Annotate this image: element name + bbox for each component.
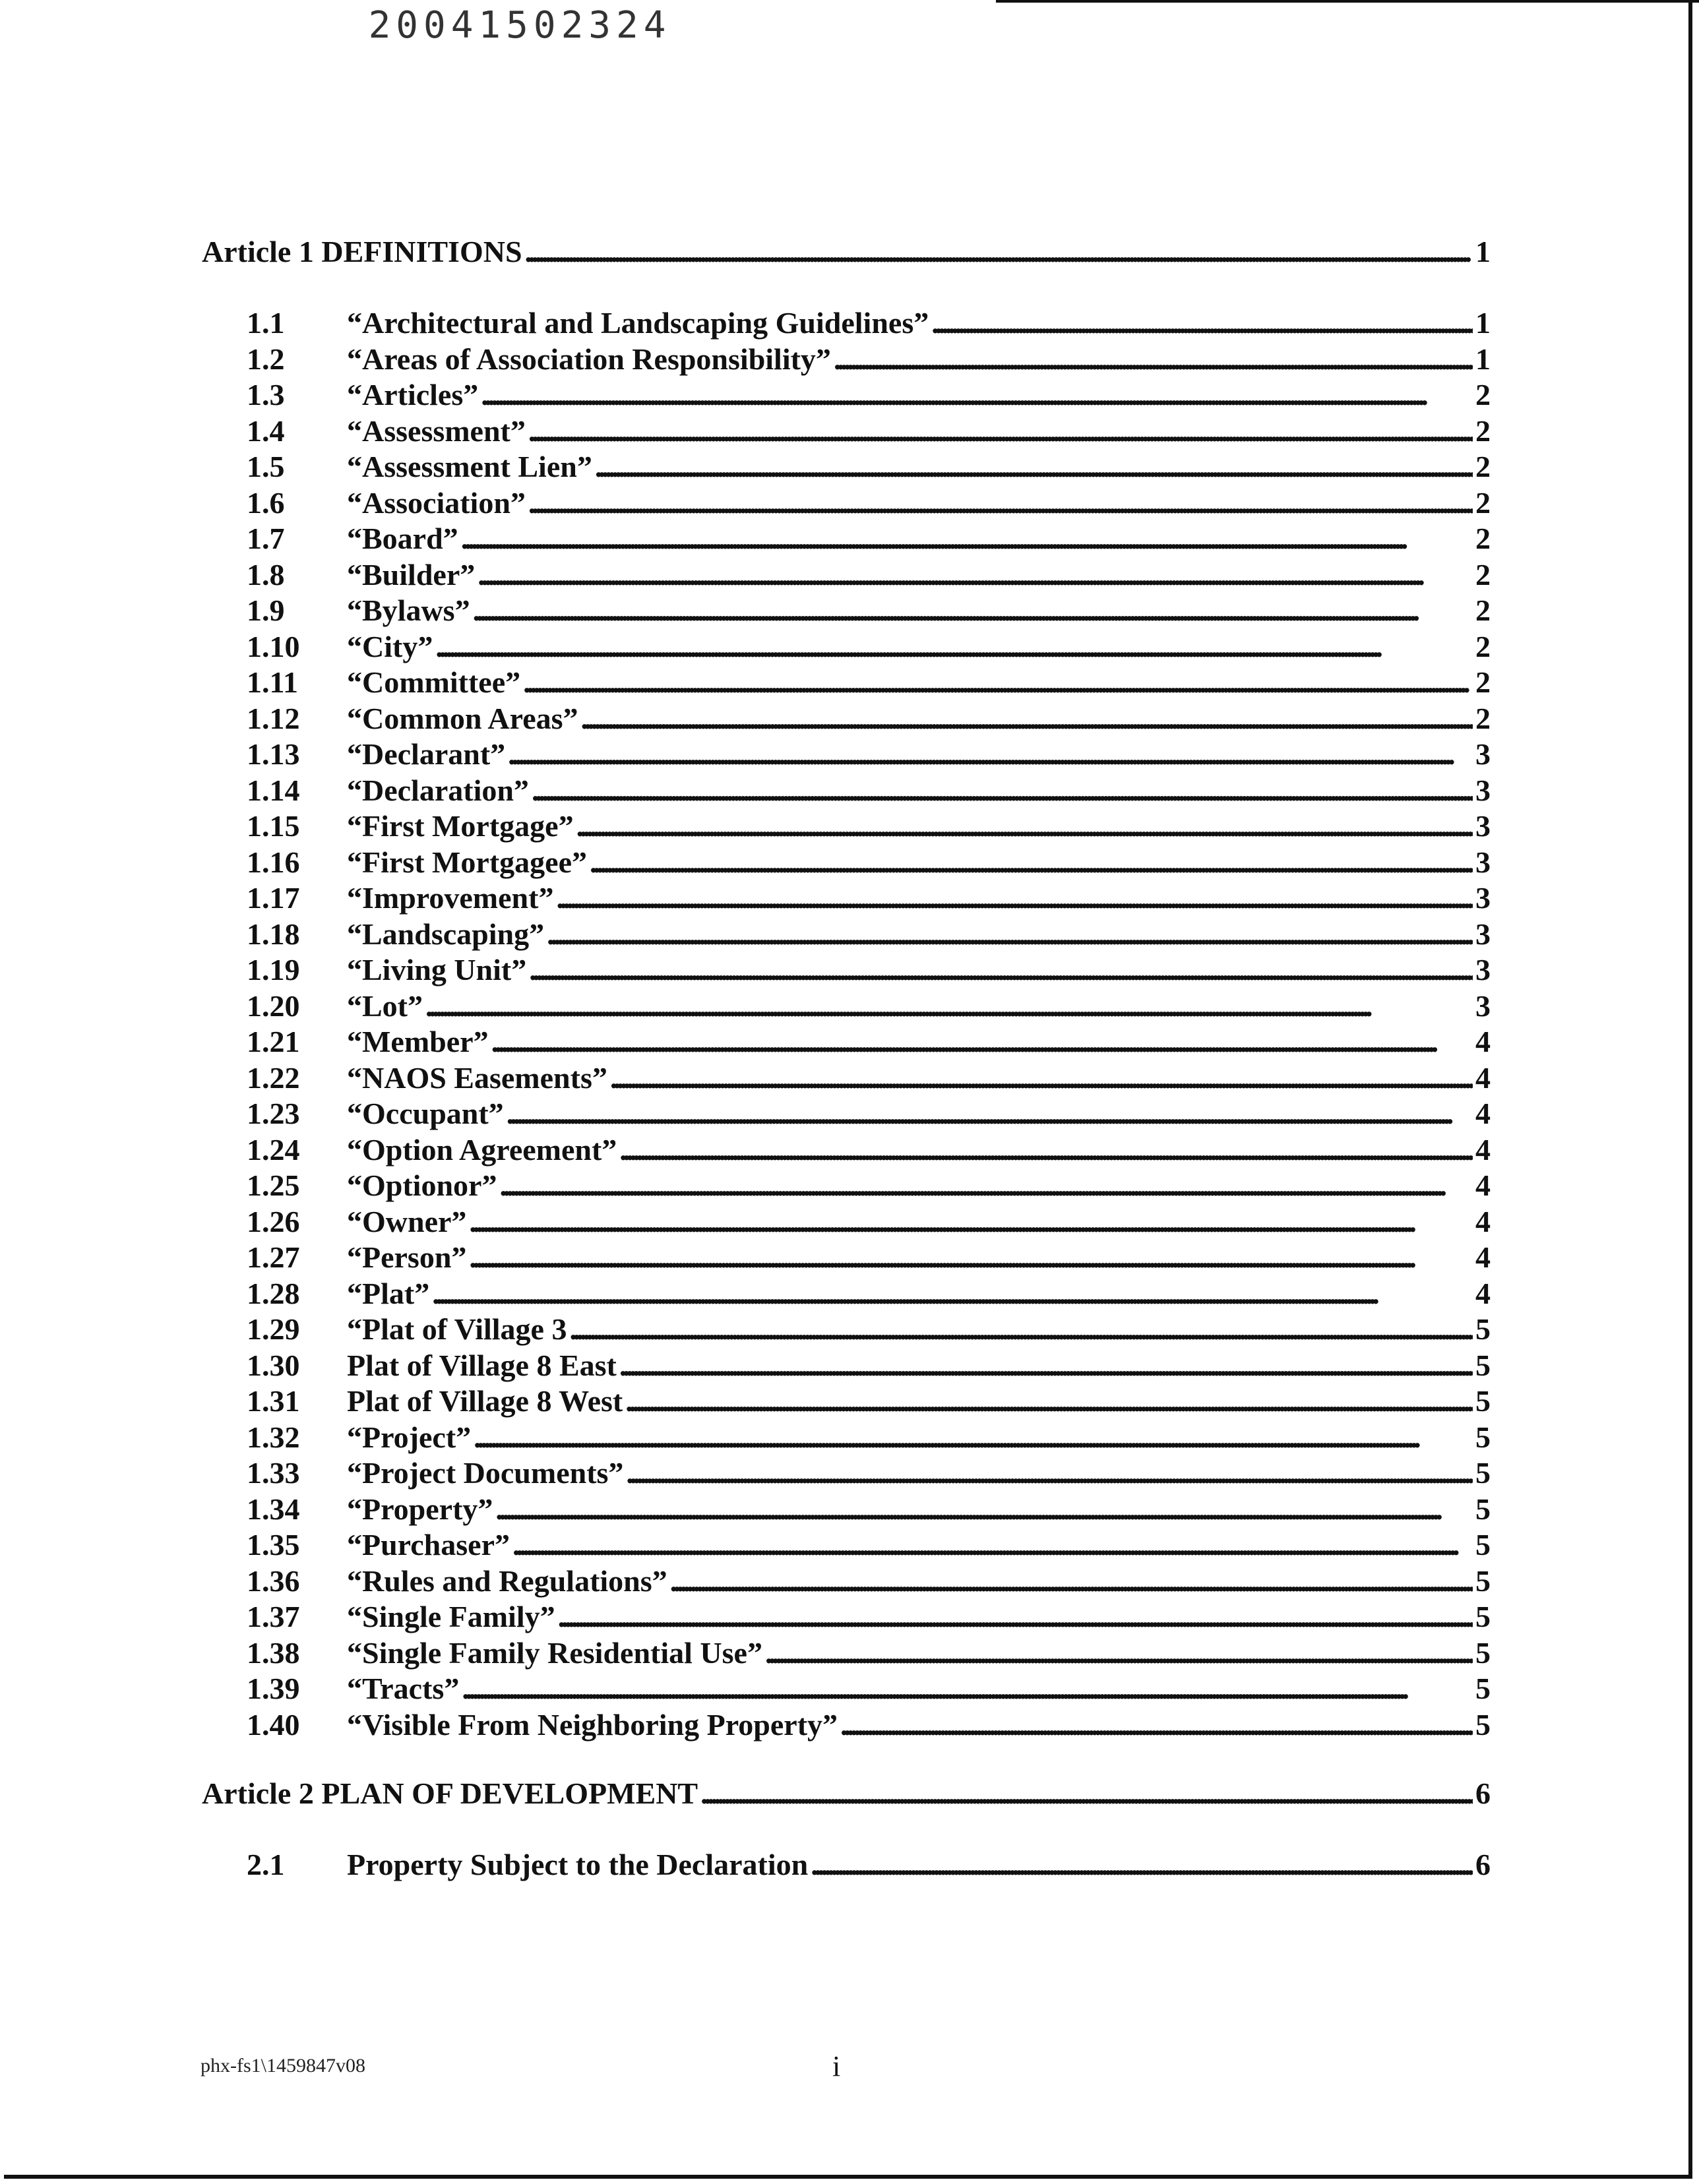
toc-entry	[247, 701, 1491, 736]
toc-entry-title: “Project”	[347, 1420, 472, 1454]
toc-leader-dots	[670, 1563, 1473, 1598]
toc-entry-number: 1.29	[247, 1312, 300, 1346]
toc-entry-title: “Committee”	[347, 665, 521, 699]
toc-entry-title: “Improvement”	[347, 881, 554, 915]
footer-page-number: i	[832, 2050, 841, 2082]
toc-page-number: 1	[1475, 306, 1491, 340]
toc-entry-number: 1.39	[247, 1672, 300, 1705]
toc-entry-number: 1.16	[247, 845, 300, 879]
toc-page-number: 2	[1475, 593, 1491, 627]
toc-entry-title: “Assessment Lien”	[347, 450, 592, 483]
toc-leader-dots	[576, 808, 1473, 843]
toc-leader-dots	[507, 1096, 1473, 1131]
toc-entry-title: “Plat of Village 3	[347, 1312, 567, 1346]
toc-entry	[247, 305, 1491, 340]
toc-page-number: 2	[1475, 629, 1491, 663]
toc-entry	[247, 1348, 1491, 1383]
toc-entry-title: “NAOS Easements”	[347, 1060, 607, 1095]
toc-entry	[247, 952, 1491, 987]
toc-entry-title: “Plat”	[347, 1276, 430, 1310]
toc-page-number: 5	[1475, 1563, 1491, 1598]
toc-entry-title: “Landscaping”	[347, 917, 545, 951]
toc-page-number: 4	[1475, 1168, 1491, 1202]
toc-leader-dots	[481, 377, 1473, 412]
toc-leader-dots	[625, 1383, 1473, 1418]
toc-entry-title: “Lot”	[347, 988, 423, 1023]
toc-entry-number: 1.7	[247, 522, 285, 555]
toc-entry-title: “Single Family”	[347, 1600, 555, 1633]
toc-entry	[247, 665, 1491, 700]
toc-entry	[247, 342, 1491, 377]
toc-entry	[247, 1455, 1491, 1490]
toc-leader-dots	[834, 342, 1473, 377]
toc-entry-number: 1.28	[247, 1276, 300, 1310]
toc-page-number: 2	[1475, 413, 1491, 448]
toc-page-number: 5	[1475, 1384, 1491, 1418]
toc-leader-dots	[478, 557, 1473, 592]
toc-entry-number: 1.4	[247, 413, 285, 448]
toc-leader-dots	[462, 1671, 1473, 1706]
toc-entry-number: 1.40	[247, 1707, 300, 1742]
toc-article-label: Article 1 DEFINITIONS	[202, 235, 522, 268]
toc-page-number: 5	[1475, 1348, 1491, 1382]
toc-entry	[247, 449, 1491, 484]
toc-page-number: 2	[1475, 485, 1491, 520]
toc-entry-title: “Board”	[347, 522, 458, 555]
toc-page-number: 4	[1475, 1204, 1491, 1238]
toc-page-number: 4	[1475, 1276, 1491, 1310]
toc-entry	[247, 773, 1491, 808]
toc-entry-title: “Areas of Association Responsibility”	[347, 342, 831, 376]
toc-entry	[247, 1312, 1491, 1347]
toc-entry-number: 1.24	[247, 1132, 300, 1167]
toc-entry-number: 1.15	[247, 809, 300, 843]
toc-entry-title: “Declaration”	[347, 773, 529, 807]
toc-page-number: 5	[1475, 1600, 1491, 1633]
toc-entry-number: 1.13	[247, 737, 300, 771]
toc-page-number: 5	[1475, 1312, 1491, 1346]
toc-page-number: 3	[1475, 773, 1491, 807]
toc-entry-number: 1.33	[247, 1456, 300, 1490]
toc-entry-number: 1.30	[247, 1348, 300, 1382]
toc-entry	[247, 1276, 1491, 1311]
toc-page-number: 3	[1475, 845, 1491, 879]
toc-entry-number: 1.21	[247, 1025, 300, 1058]
toc-leader-dots	[432, 1276, 1473, 1311]
toc-entry-number: 2.1	[247, 1848, 285, 1881]
toc-entry-title: “Property”	[347, 1492, 493, 1526]
toc-entry	[247, 988, 1491, 1023]
toc-entry-number: 1.25	[247, 1168, 300, 1202]
toc-page-number: 2	[1475, 378, 1491, 411]
toc-leader-dots	[626, 1455, 1473, 1490]
toc-leader-dots	[528, 413, 1473, 448]
toc-entry	[247, 1707, 1491, 1742]
toc-entry	[247, 1847, 1491, 1882]
toc-page-number: 6	[1475, 1848, 1491, 1881]
toc-page-number: 2	[1475, 557, 1491, 592]
toc-entry-number: 1.6	[247, 485, 285, 520]
toc-leader-dots	[499, 1168, 1473, 1203]
toc-page-number: 1	[1475, 235, 1491, 268]
top-rule	[996, 0, 1699, 3]
toc-entry	[247, 1096, 1491, 1131]
toc-leader-dots	[495, 1492, 1473, 1527]
toc-entry	[247, 808, 1491, 843]
document-number: 20041502324	[368, 4, 671, 47]
toc-leader-dots	[474, 1420, 1473, 1455]
toc-page-number: 2	[1475, 701, 1491, 735]
toc-leader-dots	[556, 880, 1473, 915]
toc-entry	[247, 629, 1491, 664]
toc-entry-title: “First Mortgage”	[347, 809, 574, 843]
toc-leader-dots	[619, 1348, 1473, 1383]
toc-page-number: 5	[1475, 1456, 1491, 1490]
toc-page-number: 6	[1475, 1776, 1491, 1810]
toc-page-number: 5	[1475, 1707, 1491, 1742]
toc-leader-dots	[558, 1599, 1473, 1634]
toc-leader-dots	[469, 1204, 1473, 1239]
toc-entry	[247, 1024, 1491, 1059]
toc-page-number: 3	[1475, 917, 1491, 951]
toc-entry	[247, 377, 1491, 412]
toc-entry-title: “Declarant”	[347, 737, 506, 771]
toc-entry	[247, 1060, 1491, 1095]
toc-entry	[247, 1168, 1491, 1203]
toc-leader-dots	[461, 521, 1473, 556]
toc-page-number: 2	[1475, 665, 1491, 699]
toc-entry	[247, 1492, 1491, 1527]
toc-leader-dots	[525, 234, 1473, 269]
toc-entry	[247, 880, 1491, 915]
toc-entry	[247, 1132, 1491, 1167]
toc-leader-dots	[529, 952, 1473, 987]
toc-entry-title: “Single Family Residential Use”	[347, 1635, 762, 1670]
toc-entry	[247, 413, 1491, 448]
toc-entry	[247, 1563, 1491, 1598]
toc-leader-dots	[700, 1776, 1473, 1811]
toc-leader-dots	[491, 1024, 1473, 1059]
toc-entry-number: 1.17	[247, 881, 300, 915]
toc-entry-title: “Owner”	[347, 1204, 467, 1238]
toc-leader-dots	[595, 449, 1473, 484]
toc-leader-dots	[512, 1527, 1473, 1562]
toc-page-number: 4	[1475, 1025, 1491, 1058]
toc-page-number: 4	[1475, 1240, 1491, 1274]
toc-page-number: 4	[1475, 1132, 1491, 1167]
toc-leader-dots	[508, 737, 1473, 772]
toc-entry-title: “Articles”	[347, 378, 479, 411]
toc-entry	[247, 737, 1491, 772]
toc-entry	[247, 557, 1491, 592]
toc-entry-number: 1.9	[247, 593, 285, 627]
toc-leader-dots	[610, 1060, 1473, 1095]
toc-entry-number: 1.2	[247, 342, 285, 376]
toc-page-number: 3	[1475, 881, 1491, 915]
toc-entry-number: 1.11	[247, 665, 298, 699]
toc-entry-title: “Builder”	[347, 557, 476, 592]
toc-page-number: 1	[1475, 342, 1491, 376]
toc-entry-title: Property Subject to the Declaration	[347, 1848, 809, 1881]
toc-entry-number: 1.27	[247, 1240, 300, 1274]
toc-leader-dots	[765, 1635, 1473, 1670]
toc-entry-number: 1.5	[247, 450, 285, 483]
toc-entry-number: 1.23	[247, 1097, 300, 1130]
toc-entry-title: “Living Unit”	[347, 953, 527, 986]
footer-file-id: phx-fs1\1459847v08	[201, 2055, 365, 2077]
toc-page-number: 5	[1475, 1492, 1491, 1526]
toc-entry-title: “Architectural and Landscaping Guidelines”	[347, 306, 929, 340]
toc-entry	[247, 1420, 1491, 1455]
toc-entry-title: “Project Documents”	[347, 1456, 624, 1490]
toc-entry-number: 1.14	[247, 773, 300, 807]
toc-page-number: 5	[1475, 1635, 1491, 1670]
toc-leader-dots	[590, 845, 1473, 880]
toc-page-number: 5	[1475, 1420, 1491, 1454]
toc-entry-title: “First Mortgagee”	[347, 845, 588, 879]
toc-entry-number: 1.1	[247, 306, 285, 340]
toc-entry-title: “Association”	[347, 485, 526, 520]
toc-article-entry	[202, 234, 1491, 269]
toc-page-number: 2	[1475, 522, 1491, 555]
toc-leader-dots	[931, 305, 1473, 340]
toc-entry-number: 1.32	[247, 1420, 300, 1454]
toc-leader-dots	[811, 1847, 1473, 1882]
toc-leader-dots	[547, 917, 1473, 952]
toc-page-number: 3	[1475, 737, 1491, 771]
toc-entry	[247, 1527, 1491, 1562]
toc-entry-title: “Common Areas”	[347, 701, 578, 735]
toc-article-entry	[202, 1776, 1491, 1811]
toc-page-number: 3	[1475, 953, 1491, 986]
toc-leader-dots	[528, 485, 1473, 520]
toc-entry-number: 1.12	[247, 701, 300, 735]
toc-entry-title: “Occupant”	[347, 1097, 504, 1130]
toc-page-number: 5	[1475, 1672, 1491, 1705]
toc-entry-title: “Option Agreement”	[347, 1132, 617, 1167]
toc-leader-dots	[569, 1312, 1473, 1347]
toc-page-number: 3	[1475, 988, 1491, 1023]
toc-entry	[247, 1240, 1491, 1275]
toc-page-number: 2	[1475, 450, 1491, 483]
toc-entry	[247, 593, 1491, 628]
toc-entry-title: Plat of Village 8 East	[347, 1348, 617, 1382]
toc-entry-number: 1.38	[247, 1635, 300, 1670]
toc-leader-dots	[435, 629, 1473, 664]
toc-entry-title: “Bylaws”	[347, 593, 470, 627]
toc-entry-title: “City”	[347, 629, 433, 663]
toc-entry-title: “Optionor”	[347, 1168, 497, 1202]
toc-entry-title: “Rules and Regulations”	[347, 1563, 667, 1598]
toc-entry	[247, 521, 1491, 556]
toc-leader-dots	[581, 701, 1473, 736]
toc-entry-number: 1.36	[247, 1563, 300, 1598]
toc-entry-number: 1.34	[247, 1492, 300, 1526]
toc-leader-dots	[425, 988, 1473, 1023]
toc-page-number: 5	[1475, 1528, 1491, 1562]
toc-entry	[247, 917, 1491, 952]
toc-entry-number: 1.20	[247, 988, 300, 1023]
toc-page-number: 4	[1475, 1097, 1491, 1130]
toc-entry-title: “Purchaser”	[347, 1528, 510, 1562]
toc-article-label: Article 2 PLAN OF DEVELOPMENT	[202, 1776, 698, 1810]
toc-leader-dots	[523, 665, 1473, 700]
toc-entry-number: 1.26	[247, 1204, 300, 1238]
toc-leader-dots	[473, 593, 1473, 628]
toc-page-number: 4	[1475, 1060, 1491, 1095]
toc-entry-number: 1.3	[247, 378, 285, 411]
toc-entry-number: 1.18	[247, 917, 300, 951]
toc-entry-number: 1.19	[247, 953, 300, 986]
toc-entry-title: “Member”	[347, 1025, 489, 1058]
toc-entry	[247, 1204, 1491, 1239]
toc-entry-title: “Visible From Neighboring Property”	[347, 1707, 838, 1742]
toc-entry-title: Plat of Village 8 West	[347, 1384, 623, 1418]
toc-entry	[247, 845, 1491, 880]
toc-entry-number: 1.22	[247, 1060, 300, 1095]
toc-entry	[247, 485, 1491, 520]
toc-entry-title: “Tracts”	[347, 1672, 460, 1705]
toc-entry-number: 1.8	[247, 557, 285, 592]
toc-entry-number: 1.37	[247, 1600, 300, 1633]
toc-entry-number: 1.31	[247, 1384, 300, 1418]
toc-entry	[247, 1635, 1491, 1670]
toc-leader-dots	[840, 1707, 1473, 1742]
toc-leader-dots	[532, 773, 1473, 808]
toc-leader-dots	[619, 1132, 1473, 1167]
toc-entry-number: 1.35	[247, 1528, 300, 1562]
toc-entry-number: 1.10	[247, 629, 300, 663]
toc-entry-title: “Person”	[347, 1240, 467, 1274]
toc-entry	[247, 1599, 1491, 1634]
toc-entry	[247, 1383, 1491, 1418]
toc-entry	[247, 1671, 1491, 1706]
toc-entry-title: “Assessment”	[347, 413, 526, 448]
toc-page-number: 3	[1475, 809, 1491, 843]
toc-leader-dots	[469, 1240, 1473, 1275]
